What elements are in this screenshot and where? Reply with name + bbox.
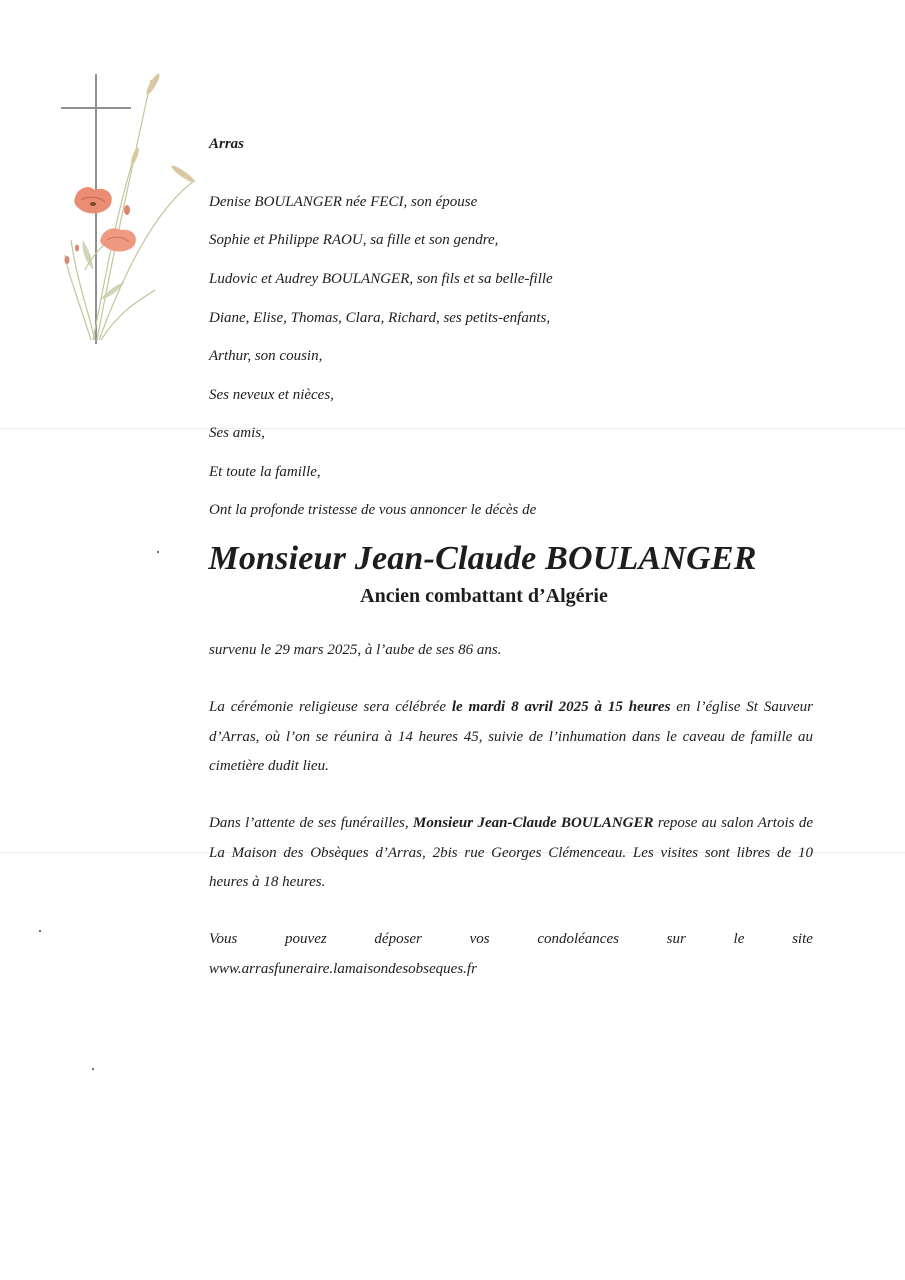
poppy-icon bbox=[74, 187, 112, 213]
family-line: Et toute la famille, bbox=[209, 464, 321, 480]
announcement-line: Ont la profonde tristesse de vous annoncer le décès de bbox=[209, 502, 537, 518]
family-line: Denise BOULANGER née FECI, son épouse bbox=[209, 194, 478, 210]
ceremony-paragraph: La cérémonie religieuse sera célébrée le mardi 8 avril 2025 à 15 heures en l’église St Sauveur d’Arras, où l’on se réunira à 14 heures 45, suivie de l’inhumation dans le caveau de famille au cimetière dudit lieu. bbox=[209, 699, 813, 774]
death-date-paragraph: survenu le 29 mars 2025, à l’aube de ses 86 ans. bbox=[209, 642, 502, 658]
family-line: Ludovic et Audrey BOULANGER, son fils et sa belle-fille bbox=[209, 271, 553, 287]
scan-speck bbox=[39, 930, 41, 932]
viewing-deceased-name: Monsieur Jean-Claude BOULANGER bbox=[413, 815, 654, 831]
wheat-ears bbox=[130, 72, 197, 184]
family-line: Sophie et Philippe RAOU, sa fille et son gendre, bbox=[209, 232, 499, 248]
deceased-name: Monsieur Jean-Claude BOULANGER bbox=[208, 540, 757, 577]
family-line: Ses neveux et nièces, bbox=[209, 387, 334, 403]
family-line: Ses amis, bbox=[209, 425, 265, 441]
scan-speck bbox=[157, 551, 159, 553]
condolences-line: Vous pouvez déposer vos condoléances sur le site bbox=[209, 931, 813, 947]
poppy-icon bbox=[100, 228, 136, 251]
deceased-title: Ancien combattant d’Algérie bbox=[360, 585, 608, 607]
condolences-website-link[interactable]: www.arrasfuneraire.lamaisondesobseques.fr bbox=[209, 960, 477, 977]
scan-speck bbox=[92, 1068, 94, 1070]
ceremony-datetime: le mardi 8 avril 2025 à 15 heures bbox=[451, 699, 671, 715]
cross-and-poppies-illustration bbox=[55, 70, 210, 355]
family-line: Diane, Elise, Thomas, Clara, Richard, ses petits-enfants, bbox=[209, 310, 551, 326]
city-heading: Arras bbox=[209, 136, 245, 152]
viewing-paragraph: Dans l’attente de ses funérailles, Monsieur Jean-Claude BOULANGER repose au salon Artois de La Maison des Obsèques d’Arras, 2bis rue Georges Clémenceau. Les visites sont libres de 10 heures à 18 heures. bbox=[209, 815, 814, 890]
condolences-paragraph bbox=[209, 925, 813, 984]
family-line: Arthur, son cousin, bbox=[209, 348, 323, 364]
fold-line bbox=[0, 428, 905, 429]
